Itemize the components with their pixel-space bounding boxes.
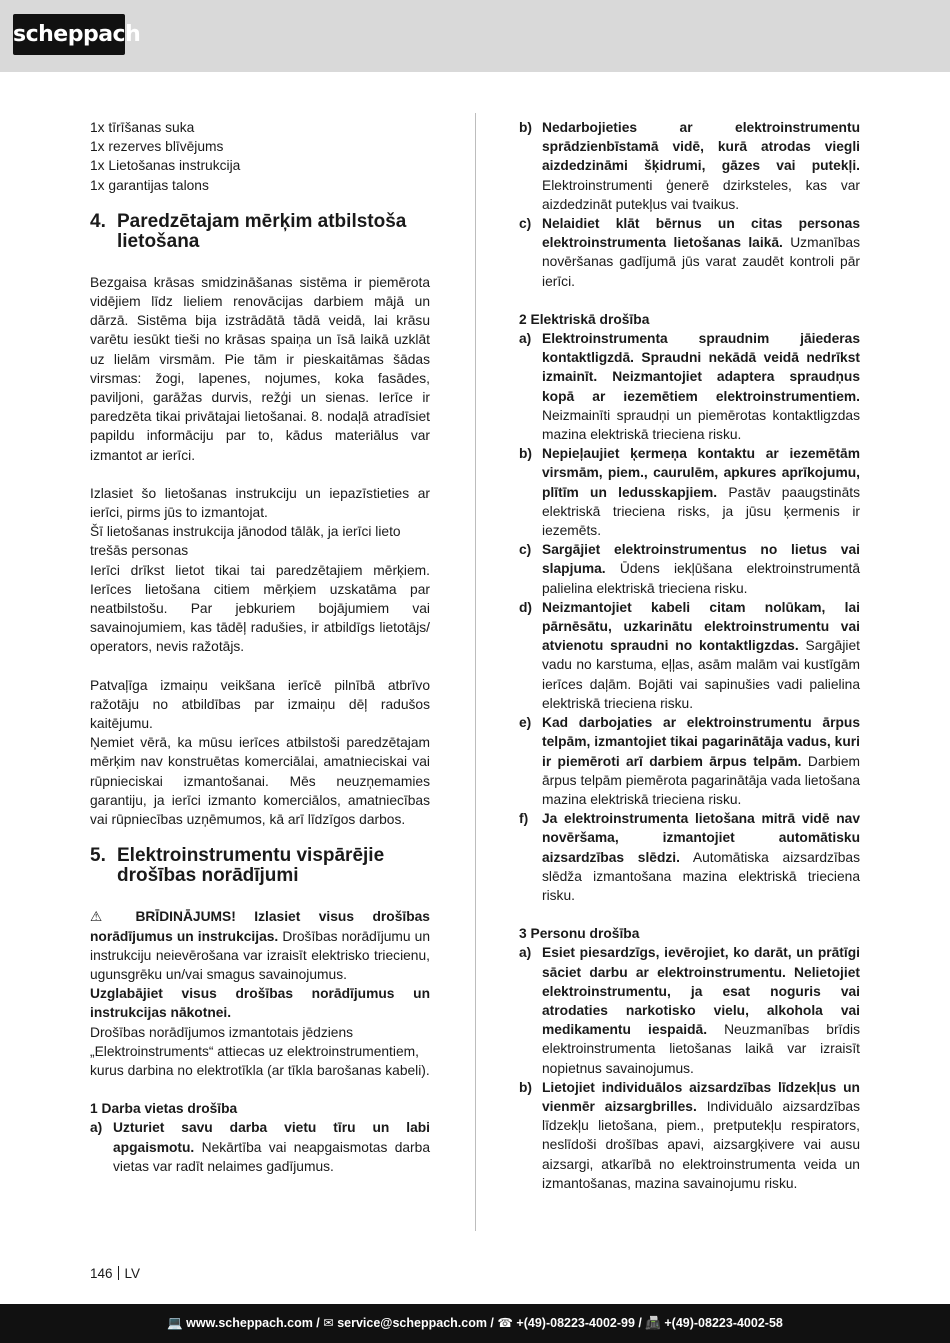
page-separator: [118, 1266, 119, 1280]
list-item: [519, 943, 860, 1077]
item-bold: Lietojiet individuālos aizsardzības līdzekļus un vienmēr aizsargbrilles.: [542, 1079, 860, 1114]
item-mark: b): [519, 1079, 533, 1095]
paragraph: Ierīci drīkst lietot tikai tai paredzētajiem mērķiem. Ierīces lietošana citiem mērķiem uzskatāma par neatbilstošu. Par jebkuriem bojājumiem vai savainojumiem, kas tādēļ radušies, ir atbildīgs lietotājs/ operators, nevis ražotājs.: [90, 562, 430, 655]
list-item: [519, 713, 860, 809]
warning-text: Drošības norādījumu un instrukciju neievērošana var izraisīt elektrisko triecienu, ugunsgrēku un/vai smagus savainojumus.: [90, 928, 430, 982]
left-column: [90, 118, 430, 1176]
item-mark: e): [519, 715, 532, 731]
list-item: [519, 540, 860, 598]
subsection-title: 2 Elektriskā drošība: [519, 311, 650, 327]
section-number: 5.: [90, 845, 106, 867]
item-bold: Nepieļaujiet ķermeņa kontaktu ar iezemētām virsmām, piem., caurulēm, apkures aprīkojumu, plītīm un ledusskapjiem.: [542, 446, 860, 500]
keep-bold-text: Uzglabājiet visus drošības norādījumus un instrukcijas nākotnei.: [90, 986, 430, 1021]
item-text: Uzmanības novēršanas gadījumā jūs varat zaudēt kontroli pār ierīci.: [542, 235, 860, 289]
paragraph: Bezgaisa krāsas smidzināšanas sistēma ir piemērota vidējiem līdz lieliem renovācijas darbiem mājā un dārzā. Sistēma bija izstrādātā tādā veidā, lai krāsu varētu iesūkt tieši no krāsas spaiņa un īsā laikā uzklāt uz lielām virsmām. Pie tām ir pieskaitāmas šādas virsmas: žogi, lapenes, nojumes, koka fasādes, paviljoni, garāžas durvis, režģi un sienas. Ierīce ir paredzēta tikai privātajai lietošanai. 8. nodaļā atradīsiet papildu informāciju par to, kādus materiālus var izmantot ar ierīci.: [90, 274, 430, 463]
list-item: [519, 598, 860, 713]
right-column: [519, 118, 860, 1193]
section-title: Paredzētajam mērķim atbilstoša lietošana: [117, 210, 407, 252]
list-item: [519, 809, 860, 905]
list-item: 1x rezerves blīvējums: [90, 139, 224, 155]
warning-bold-text: BRĪDINĀJUMS! Izlasiet visus drošības norādījumus un instrukcijas.: [90, 909, 430, 944]
list-item: 1x garantijas talons: [90, 177, 209, 193]
subsection-title: 3 Personu drošība: [519, 926, 640, 942]
warning-icon: ⚠: [90, 909, 117, 925]
item-text: Darbiem ārpus telpām piemērota pagarinātāja vada lietošana mazina elektriskā trieciena risku.: [542, 753, 860, 807]
subsection-title: 1 Darba vietas drošība: [90, 1101, 238, 1117]
item-mark: b): [519, 120, 533, 135]
item-text: Ūdens iekļūšana elektroinstrumentā palielina elektriskā trieciena risku.: [542, 561, 860, 596]
item-bold: Neizmantojiet kabeli citam nolūkam, lai pārnēsātu, uzkarinātu elektroinstrumentu vai atvienotu spraudni no kontaktligzdas.: [542, 599, 860, 654]
language-code: LV: [124, 1266, 141, 1281]
item-bold: Ja elektroinstrumenta lietošana mitrā vidē nav novēršama, izmantojiet automātisku aizsardzības slēdzi.: [542, 811, 860, 865]
section-4-heading: [90, 212, 430, 252]
item-text: Elektroinstrumenti ģenerē dzirksteles, kas var aizdedzināt putekļus vai tvaikus.: [542, 177, 860, 212]
page-number-block: [90, 1265, 140, 1283]
contact-footer: [0, 1304, 950, 1343]
item-bold: Kad darbojaties ar elektroinstrumentu ārpus telpām, izmantojiet tikai pagarinātāja vadus, kuri ir piemēroti arī darbiem ārpus telpām.: [542, 715, 860, 769]
item-text: Nekārtība vai neapgaismotas darba vietas var radīt nelaimes gadījumus.: [113, 1139, 430, 1174]
item-mark: c): [519, 216, 532, 232]
warning-paragraph: [90, 907, 430, 984]
paragraph: trešās personas: [90, 543, 189, 559]
list-item: [519, 329, 860, 444]
page-number: 146: [90, 1266, 113, 1281]
list-item: [519, 1078, 860, 1193]
list-item: [519, 444, 860, 540]
delivery-list: [90, 118, 430, 195]
item-text: Neizmainīti spraudņi un piemērotas kontaktligzdas mazina elektriskā trieciena risku.: [542, 407, 860, 443]
paragraph: Ņemiet vērā, ka mūsu ierīces atbilstoši paredzētajam mērķim nav konstruētas komerciālai, amatnieciskai vai rūpnieciskai izmantošanai. Mēs neuzņemamies garantiju, ja ierīci izmanto komerciālos, amatniecības vai rūpniecības uzņēmumos, kā arī līdzīgos darbos.: [90, 735, 430, 828]
item-bold: Nedarbojieties ar elektroinstrumentu sprādzienbīstamā vidē, kurā atrodas viegli aizdedzināmi šķidrumi, gāzes vai putekļi.: [542, 120, 860, 174]
keep-instructions: [90, 984, 430, 1022]
list-item: [90, 1118, 430, 1176]
item-text: Automātiska aizsardzības slēdža izmantošana mazina elektriskā trieciena risku.: [542, 849, 860, 903]
item-text: Neuzmanības brīdis elektroinstrumenta lietošanas laikā var izraisīt nopietnus savainojumus.: [542, 1022, 861, 1076]
item-mark: c): [519, 542, 532, 558]
item-mark: d): [519, 599, 533, 615]
paragraph: Patvaļīga izmaiņu veikšana ierīcē pilnībā atbrīvo ražotāju no atbildības par izmaiņu dēļ radušos kaitējumu.: [90, 677, 430, 732]
item-mark: a): [519, 945, 532, 961]
section-5-heading: [90, 846, 430, 886]
column-divider: [475, 113, 476, 1231]
item-bold: Nelaidiet klāt bērnus un citas personas elektroinstrumenta lietošanas laikā.: [542, 216, 860, 251]
item-text: Sargājiet vadu no karstuma, eļļas, asām malām vai kustīgām ierīces daļām. Bojāti vai sapinušies vadi palielina elektriskā trieciena risku.: [542, 638, 860, 711]
item-bold: Uzturiet savu darba vietu tīru un labi apgaismotu.: [113, 1120, 430, 1155]
list-item: 1x tīrīšanas suka: [90, 120, 195, 135]
brand-logo: scheppach: [13, 14, 125, 55]
paragraph: Drošības norādījumos izmantotais jēdziens „Elektroinstruments“ attiecas uz elektroinstrumentiem, kurus darbina no elektrotīkla (ar tīkla barošanas kabeli).: [90, 1024, 430, 1078]
list-item: 1x Lietošanas instrukcija: [90, 158, 241, 174]
item-text: Individuālo aizsardzības līdzekļu lietošana, piem., pretputekļu respirators, neslīdoši drošības apavi, aizsargķivere vai ausu aizsargi, atkarībā no elektroinstrumenta veida un izmantošanas, mazina savainojumu risku.: [542, 1098, 860, 1191]
item-bold: Esiet piesardzīgs, ievērojiet, ko darāt, un prātīgi sāciet darbu ar elektroinstrumentu. Nelietojiet elektroinstrumentu, ja esat noguris vai atrodaties narkotisko vielu, alkohola vai medikamentu iespaidā.: [542, 945, 860, 1038]
section-title: Elektroinstrumentu vispārējie drošības norādījumi: [117, 845, 385, 887]
paragraph: Šī lietošanas instrukcija jānodod tālāk, ja ierīci lieto: [90, 524, 401, 540]
section-number: 4.: [90, 210, 106, 232]
contact-line: 💻 www.scheppach.com / ✉ service@scheppach.com / ☎ +(49)-08223-4002-99 / 📠 +(49)-08223-4002-58: [167, 1316, 783, 1330]
item-text: Pastāv paaugstināts elektriskā trieciena risks, ja jūsu ķermenis ir iezemēts.: [542, 484, 861, 539]
list-item: [519, 118, 860, 214]
item-bold: Sargājiet elektroinstrumentus no lietus vai slapjuma.: [542, 542, 860, 577]
item-mark: a): [519, 331, 532, 347]
item-mark: b): [519, 446, 533, 462]
list-item: [519, 214, 860, 291]
item-mark: a): [90, 1120, 103, 1136]
item-bold: Elektroinstrumenta spraudnim jāiederas kontaktligzdā. Spraudni nekādā veidā nedrīkst izmainīt. Neizmantojiet adaptera spraudņus kopā ar iezemētiem elektroinstrumentiem.: [542, 331, 860, 404]
item-mark: f): [519, 811, 529, 827]
page-header: [0, 0, 950, 72]
paragraph: Izlasiet šo lietošanas instrukciju un iepazīstieties ar ierīci, pirms jūs to izmantojat.: [90, 485, 430, 521]
